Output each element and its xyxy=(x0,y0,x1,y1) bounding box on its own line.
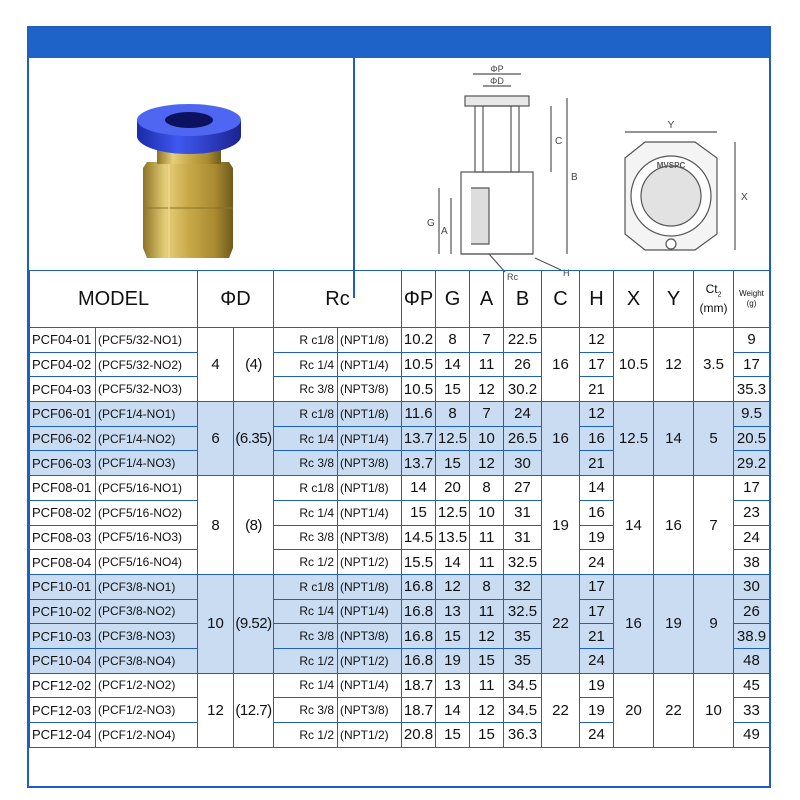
cell-c: 16 xyxy=(542,402,580,476)
cell-a: 7 xyxy=(470,328,504,353)
cell-alt-model: (PCF1/4-NO1) xyxy=(96,402,198,427)
cell-h: 12 xyxy=(580,328,614,353)
cell-b: 34.5 xyxy=(504,673,542,698)
cell-phi-p: 14 xyxy=(402,476,436,501)
cell-phi-p: 18.7 xyxy=(402,673,436,698)
cell-alt-model: (PCF5/16-NO2) xyxy=(96,500,198,525)
cell-h: 24 xyxy=(580,550,614,575)
cell-c: 22 xyxy=(542,574,580,673)
cell-model: PCF12-04 xyxy=(30,723,96,748)
cell-ct: 5 xyxy=(694,402,734,476)
cell-g: 13.5 xyxy=(436,525,470,550)
cell-y: 14 xyxy=(654,402,694,476)
label-rc: Rc xyxy=(507,272,518,282)
cell-npt: (NPT1/8) xyxy=(338,402,402,427)
cell-a: 15 xyxy=(470,723,504,748)
cell-phi-p: 13.7 xyxy=(402,426,436,451)
cell-h: 19 xyxy=(580,525,614,550)
header-phi-p: ΦP xyxy=(402,271,436,328)
cell-model: PCF04-03 xyxy=(30,377,96,402)
cell-alt-model: (PCF1/2-NO2) xyxy=(96,673,198,698)
cell-weight: 23 xyxy=(734,500,770,525)
cell-h: 17 xyxy=(580,599,614,624)
cell-g: 15 xyxy=(436,624,470,649)
cell-b: 35 xyxy=(504,624,542,649)
cell-y: 16 xyxy=(654,476,694,575)
cell-phi-d-inch: (12.7) xyxy=(234,673,274,747)
header-weight-unit: (g) xyxy=(746,299,757,308)
cell-a: 12 xyxy=(470,698,504,723)
cell-weight: 38.9 xyxy=(734,624,770,649)
cell-rc: Rc 1/4 xyxy=(274,599,338,624)
brand-mark: MVSPC xyxy=(656,161,686,170)
cell-phi-p: 11.6 xyxy=(402,402,436,427)
table-row xyxy=(30,476,770,501)
cell-rc: Rc 3/8 xyxy=(274,451,338,476)
header-g: G xyxy=(436,271,470,328)
cell-g: 14 xyxy=(436,698,470,723)
table-row xyxy=(30,574,770,599)
cell-weight: 33 xyxy=(734,698,770,723)
cell-phi-p: 10.5 xyxy=(402,377,436,402)
cell-model: PCF10-02 xyxy=(30,599,96,624)
label-a: A xyxy=(441,226,448,237)
cell-alt-model: (PCF3/8-NO1) xyxy=(96,574,198,599)
cell-rc: Rc 3/8 xyxy=(274,698,338,723)
header-weight xyxy=(734,271,770,328)
cell-npt: (NPT1/2) xyxy=(338,723,402,748)
cell-g: 15 xyxy=(436,377,470,402)
cell-c: 19 xyxy=(542,476,580,575)
cell-weight: 17 xyxy=(734,476,770,501)
cell-rc: Rc 1/2 xyxy=(274,550,338,575)
cell-b: 32 xyxy=(504,574,542,599)
cell-weight: 17 xyxy=(734,352,770,377)
cell-rc: Rc 1/4 xyxy=(274,352,338,377)
cell-npt: (NPT1/8) xyxy=(338,574,402,599)
cell-b: 30 xyxy=(504,451,542,476)
cell-model: PCF08-02 xyxy=(30,500,96,525)
dimension-diagram xyxy=(355,58,769,298)
cell-rc: R c1/8 xyxy=(274,476,338,501)
cell-phi-p: 15.5 xyxy=(402,550,436,575)
cell-phi-d-inch: (4) xyxy=(234,328,274,402)
cell-rc: Rc 1/2 xyxy=(274,723,338,748)
cell-y: 19 xyxy=(654,574,694,673)
cell-b: 27 xyxy=(504,476,542,501)
cell-alt-model: (PCF1/4-NO3) xyxy=(96,451,198,476)
header-weight-label: Weight xyxy=(739,289,764,298)
header-ct-label: Ct xyxy=(705,282,718,297)
cell-ct: 3.5 xyxy=(694,328,734,402)
cell-rc: Rc 1/4 xyxy=(274,500,338,525)
cell-alt-model: (PCF5/16-NO3) xyxy=(96,525,198,550)
cell-phi-p: 16.8 xyxy=(402,574,436,599)
cell-phi-p: 16.8 xyxy=(402,599,436,624)
product-photo xyxy=(29,58,355,298)
cell-alt-model: (PCF5/32-NO1) xyxy=(96,328,198,353)
table-row xyxy=(30,402,770,427)
cell-x: 16 xyxy=(614,574,654,673)
cell-model: PCF10-03 xyxy=(30,624,96,649)
cell-model: PCF12-02 xyxy=(30,673,96,698)
cell-b: 26 xyxy=(504,352,542,377)
cell-phi-d: 10 xyxy=(198,574,234,673)
header-y: Y xyxy=(654,271,694,328)
cell-x: 20 xyxy=(614,673,654,747)
cell-npt: (NPT1/8) xyxy=(338,328,402,353)
label-g: G xyxy=(427,218,435,229)
cell-h: 24 xyxy=(580,648,614,673)
cell-alt-model: (PCF5/32-NO3) xyxy=(96,377,198,402)
header-model: MODEL xyxy=(30,271,198,328)
header-phi-d: ΦD xyxy=(198,271,274,328)
cell-h: 19 xyxy=(580,698,614,723)
label-phi-d: ΦD xyxy=(490,76,504,86)
cell-g: 13 xyxy=(436,599,470,624)
cell-a: 10 xyxy=(470,500,504,525)
cell-alt-model: (PCF1/2-NO4) xyxy=(96,723,198,748)
cell-b: 34.5 xyxy=(504,698,542,723)
cell-phi-p: 10.5 xyxy=(402,352,436,377)
cell-h: 16 xyxy=(580,500,614,525)
cell-model: PCF12-03 xyxy=(30,698,96,723)
cell-model: PCF10-04 xyxy=(30,648,96,673)
cell-alt-model: (PCF5/16-NO4) xyxy=(96,550,198,575)
cell-g: 20 xyxy=(436,476,470,501)
header-a: A xyxy=(470,271,504,328)
table-row xyxy=(30,328,770,353)
cell-phi-d-inch: (9.52) xyxy=(234,574,274,673)
cell-g: 19 xyxy=(436,648,470,673)
cell-g: 15 xyxy=(436,723,470,748)
cell-a: 15 xyxy=(470,648,504,673)
spec-sheet-frame xyxy=(27,26,771,788)
cell-weight: 45 xyxy=(734,673,770,698)
cell-a: 8 xyxy=(470,476,504,501)
cell-g: 14 xyxy=(436,352,470,377)
cell-g: 12.5 xyxy=(436,426,470,451)
cell-rc: R c1/8 xyxy=(274,328,338,353)
technical-drawing xyxy=(355,58,769,298)
cell-y: 12 xyxy=(654,328,694,402)
header-h: H xyxy=(580,271,614,328)
cell-b: 32.5 xyxy=(504,550,542,575)
cell-phi-p: 13.7 xyxy=(402,451,436,476)
label-h: H xyxy=(563,268,570,278)
cell-alt-model: (PCF3/8-NO3) xyxy=(96,624,198,649)
header-ct-sub: 2 xyxy=(717,291,722,299)
cell-a: 11 xyxy=(470,352,504,377)
cell-model: PCF06-02 xyxy=(30,426,96,451)
cell-phi-d: 6 xyxy=(198,402,234,476)
cell-phi-d: 8 xyxy=(198,476,234,575)
cell-phi-d-inch: (6.35) xyxy=(234,402,274,476)
cell-a: 11 xyxy=(470,599,504,624)
cell-weight: 9.5 xyxy=(734,402,770,427)
cell-h: 19 xyxy=(580,673,614,698)
cell-phi-d-inch: (8) xyxy=(234,476,274,575)
cell-g: 14 xyxy=(436,550,470,575)
cell-npt: (NPT1/4) xyxy=(338,500,402,525)
cell-g: 8 xyxy=(436,328,470,353)
cell-npt: (NPT1/4) xyxy=(338,673,402,698)
cell-alt-model: (PCF3/8-NO4) xyxy=(96,648,198,673)
table-header-row xyxy=(30,271,770,328)
cell-model: PCF04-02 xyxy=(30,352,96,377)
cell-ct: 7 xyxy=(694,476,734,575)
cell-rc: Rc 3/8 xyxy=(274,377,338,402)
spec-table-body xyxy=(30,328,770,748)
cell-h: 12 xyxy=(580,402,614,427)
cell-ct: 9 xyxy=(694,574,734,673)
cell-h: 21 xyxy=(580,451,614,476)
cell-model: PCF08-03 xyxy=(30,525,96,550)
header-ct-unit: (mm) xyxy=(699,300,728,315)
cell-h: 14 xyxy=(580,476,614,501)
cell-phi-d: 12 xyxy=(198,673,234,747)
cell-x: 12.5 xyxy=(614,402,654,476)
cell-a: 11 xyxy=(470,550,504,575)
cell-b: 22.5 xyxy=(504,328,542,353)
cell-b: 35 xyxy=(504,648,542,673)
cell-c: 16 xyxy=(542,328,580,402)
cell-phi-p: 15 xyxy=(402,500,436,525)
cell-weight: 35.3 xyxy=(734,377,770,402)
cell-a: 11 xyxy=(470,525,504,550)
cell-npt: (NPT1/2) xyxy=(338,648,402,673)
cell-rc: Rc 1/4 xyxy=(274,673,338,698)
cell-npt: (NPT1/4) xyxy=(338,599,402,624)
cell-npt: (NPT1/2) xyxy=(338,550,402,575)
cell-rc: Rc 1/4 xyxy=(274,426,338,451)
cell-model: PCF06-03 xyxy=(30,451,96,476)
cell-weight: 38 xyxy=(734,550,770,575)
cell-h: 17 xyxy=(580,574,614,599)
cell-weight: 29.2 xyxy=(734,451,770,476)
cell-b: 32.5 xyxy=(504,599,542,624)
cell-model: PCF04-01 xyxy=(30,328,96,353)
cell-npt: (NPT3/8) xyxy=(338,698,402,723)
cell-model: PCF08-01 xyxy=(30,476,96,501)
cell-rc: Rc 3/8 xyxy=(274,525,338,550)
cell-phi-p: 16.8 xyxy=(402,648,436,673)
cell-x: 10.5 xyxy=(614,328,654,402)
cell-h: 17 xyxy=(580,352,614,377)
cell-npt: (NPT3/8) xyxy=(338,525,402,550)
cell-a: 10 xyxy=(470,426,504,451)
cell-ct: 10 xyxy=(694,673,734,747)
label-y: Y xyxy=(667,120,675,131)
cell-alt-model: (PCF3/8-NO2) xyxy=(96,599,198,624)
spec-table xyxy=(29,270,770,748)
cell-alt-model: (PCF5/16-NO1) xyxy=(96,476,198,501)
cell-a: 12 xyxy=(470,451,504,476)
cell-x: 14 xyxy=(614,476,654,575)
cell-b: 24 xyxy=(504,402,542,427)
cell-npt: (NPT3/8) xyxy=(338,377,402,402)
cell-g: 15 xyxy=(436,451,470,476)
cell-model: PCF10-01 xyxy=(30,574,96,599)
cell-weight: 24 xyxy=(734,525,770,550)
cell-npt: (NPT1/4) xyxy=(338,426,402,451)
header-bar xyxy=(29,28,769,58)
cell-npt: (NPT3/8) xyxy=(338,624,402,649)
cell-b: 26.5 xyxy=(504,426,542,451)
cell-h: 21 xyxy=(580,624,614,649)
cell-b: 36.3 xyxy=(504,723,542,748)
label-x: X xyxy=(741,192,748,203)
cell-npt: (NPT1/8) xyxy=(338,476,402,501)
table-row xyxy=(30,673,770,698)
cell-npt: (NPT3/8) xyxy=(338,451,402,476)
cell-phi-p: 18.7 xyxy=(402,698,436,723)
cell-weight: 30 xyxy=(734,574,770,599)
cell-weight: 20.5 xyxy=(734,426,770,451)
cell-weight: 49 xyxy=(734,723,770,748)
cell-weight: 26 xyxy=(734,599,770,624)
header-b: B xyxy=(504,271,542,328)
cell-weight: 48 xyxy=(734,648,770,673)
cell-g: 13 xyxy=(436,673,470,698)
label-phi-p: ΦP xyxy=(490,64,504,74)
label-b: B xyxy=(571,172,578,183)
cell-h: 16 xyxy=(580,426,614,451)
cell-phi-p: 20.8 xyxy=(402,723,436,748)
cell-a: 12 xyxy=(470,624,504,649)
cell-b: 31 xyxy=(504,500,542,525)
header-ct xyxy=(694,271,734,328)
cell-rc: R c1/8 xyxy=(274,402,338,427)
cell-c: 22 xyxy=(542,673,580,747)
cell-a: 12 xyxy=(470,377,504,402)
cell-rc: Rc 3/8 xyxy=(274,624,338,649)
cell-g: 8 xyxy=(436,402,470,427)
cell-alt-model: (PCF1/4-NO2) xyxy=(96,426,198,451)
label-c: C xyxy=(555,136,563,147)
cell-alt-model: (PCF1/2-NO3) xyxy=(96,698,198,723)
cell-phi-p: 14.5 xyxy=(402,525,436,550)
cell-b: 30.2 xyxy=(504,377,542,402)
cell-model: PCF08-04 xyxy=(30,550,96,575)
cell-npt: (NPT1/4) xyxy=(338,352,402,377)
spec-table-wrap xyxy=(29,270,769,748)
cell-phi-p: 10.2 xyxy=(402,328,436,353)
cell-weight: 9 xyxy=(734,328,770,353)
cell-a: 11 xyxy=(470,673,504,698)
cell-a: 7 xyxy=(470,402,504,427)
cell-model: PCF06-01 xyxy=(30,402,96,427)
cell-g: 12 xyxy=(436,574,470,599)
header-c: C xyxy=(542,271,580,328)
cell-b: 31 xyxy=(504,525,542,550)
cell-a: 8 xyxy=(470,574,504,599)
cell-rc: R c1/8 xyxy=(274,574,338,599)
cell-y: 22 xyxy=(654,673,694,747)
cell-phi-d: 4 xyxy=(198,328,234,402)
cell-phi-p: 16.8 xyxy=(402,624,436,649)
cell-g: 12.5 xyxy=(436,500,470,525)
header-x: X xyxy=(614,271,654,328)
cell-alt-model: (PCF5/32-NO2) xyxy=(96,352,198,377)
cell-rc: Rc 1/2 xyxy=(274,648,338,673)
cell-h: 24 xyxy=(580,723,614,748)
header-rc: Rc xyxy=(274,271,402,328)
cell-h: 21 xyxy=(580,377,614,402)
fitting-illustration xyxy=(29,58,353,298)
